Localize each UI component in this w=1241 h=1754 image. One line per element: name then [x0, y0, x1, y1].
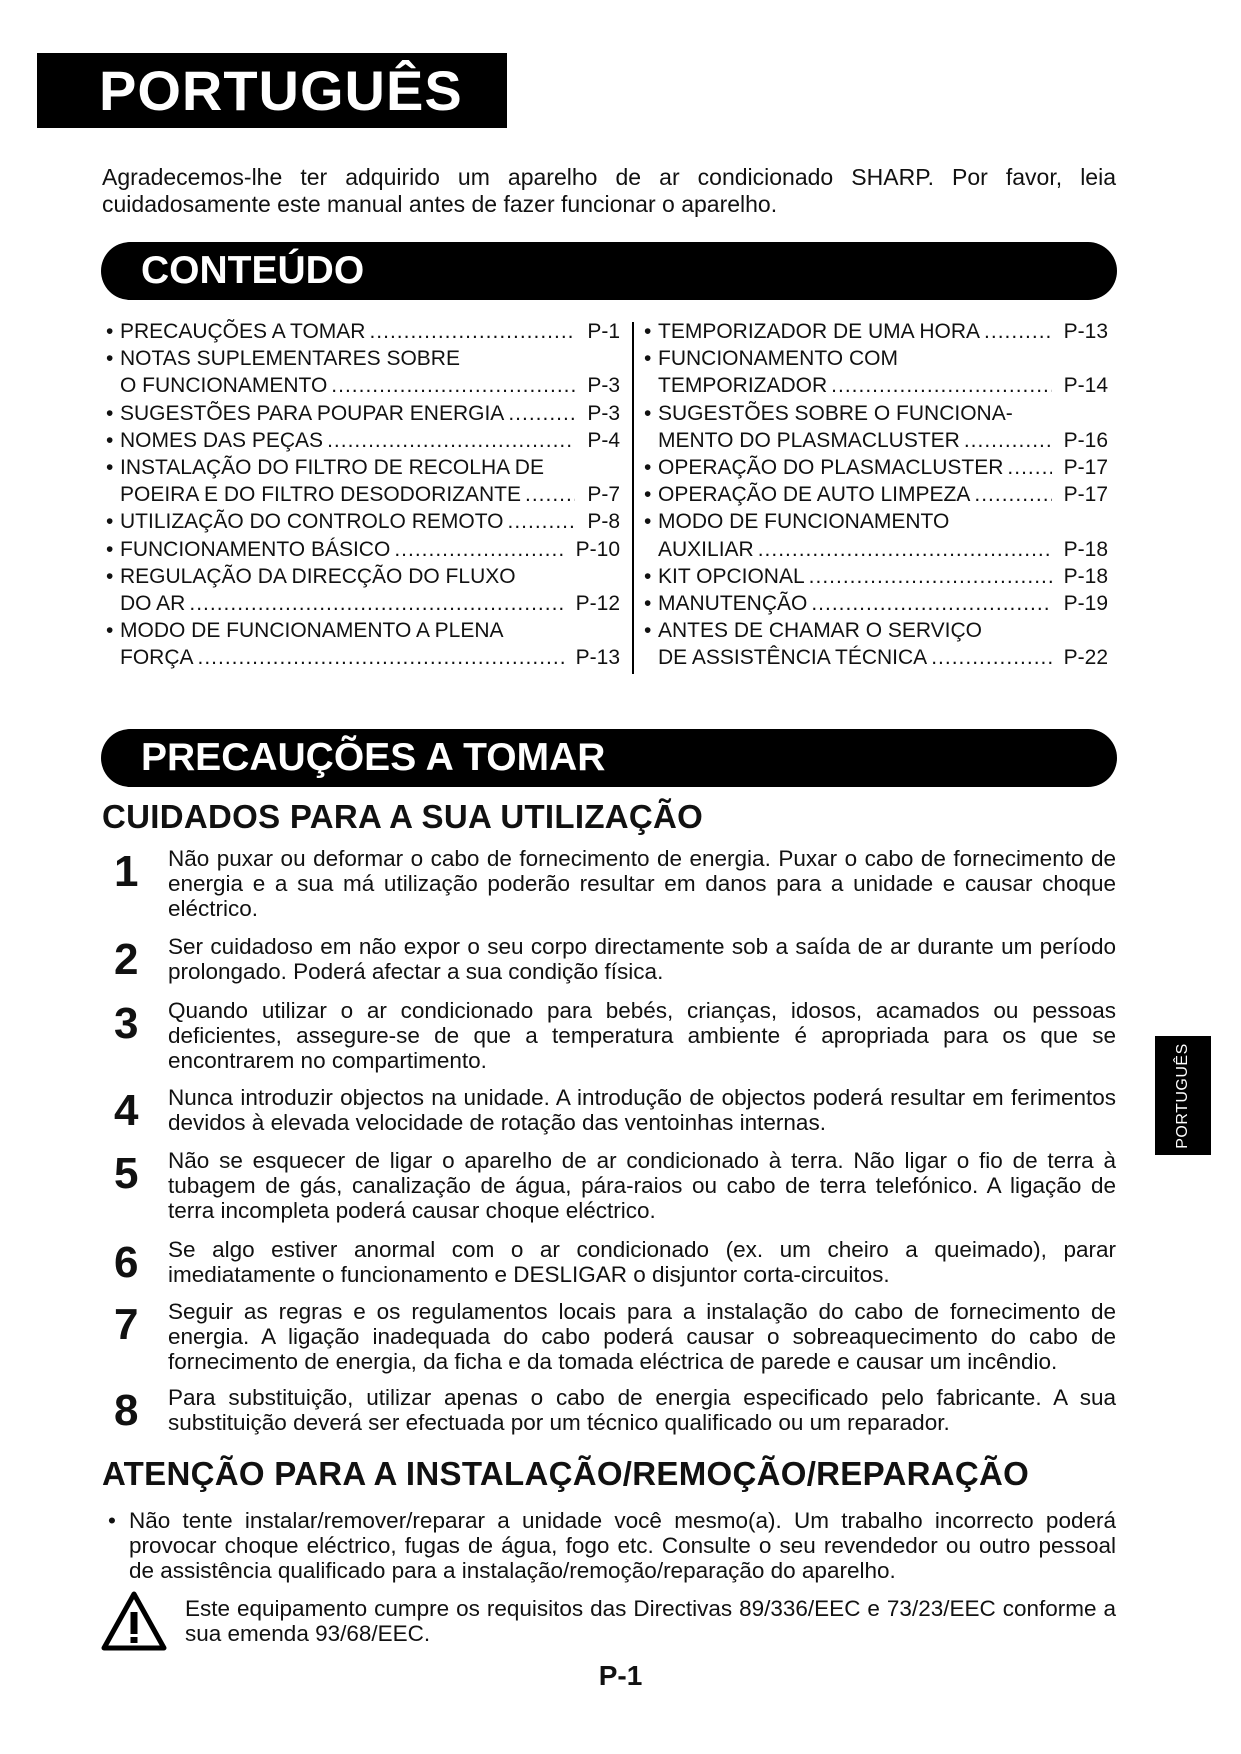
toc-leader-dots — [931, 644, 1051, 671]
toc-item — [644, 481, 1108, 508]
contents-divider — [632, 322, 634, 674]
installation-heading: ATENÇÃO PARA A INSTALAÇÃO/REMOÇÃO/REPARAÇÃO — [102, 1455, 1030, 1492]
bullet: • — [106, 320, 114, 343]
toc-item-label: MODO DE FUNCIONAMENTO A PLENA — [120, 619, 504, 643]
item-number: 4 — [114, 1086, 139, 1135]
toc-page-number: P-13 — [1063, 320, 1108, 343]
toc-leader-dots — [811, 590, 1051, 617]
toc-item — [106, 536, 620, 563]
precaution-item — [102, 998, 1116, 1073]
toc-item-label: OPERAÇÃO DE AUTO LIMPEZA — [658, 483, 971, 507]
toc-item-label: MANUTENÇÃO — [658, 592, 808, 616]
item-text: Se algo estiver anormal com o ar condicionado (ex. um cheiro a queimado), parar imediatamente o funcionamento e DESLIGAR o disjuntor corta-circuitos. — [168, 1237, 1116, 1287]
item-text: Não puxar ou deformar o cabo de fornecimento de energia. Puxar o cabo de fornecimento de energia e a sua má utilização poderão resultar em danos para a unidade e causar choque eléctrico. — [168, 846, 1116, 921]
precaution-item — [102, 1148, 1116, 1223]
toc-leader-dots — [369, 318, 575, 345]
toc-page-number: P-13 — [575, 646, 620, 670]
toc-item — [106, 563, 620, 617]
toc-item — [644, 590, 1108, 617]
toc-page-number: P-19 — [1063, 592, 1108, 616]
precautions-heading: PRECAUÇÕES A TOMAR — [101, 729, 1117, 787]
toc-page-number: P-16 — [1063, 428, 1108, 452]
toc-page-number: P-22 — [1063, 646, 1108, 670]
toc-item-label: NOMES DAS PEÇAS — [120, 428, 324, 452]
precaution-item — [102, 1237, 1116, 1287]
toc-item — [106, 427, 620, 454]
toc-item-label: DE ASSISTÊNCIA TÉCNICA — [658, 646, 928, 670]
precaution-item — [102, 1085, 1116, 1135]
toc-item-label: TEMPORIZADOR — [658, 374, 828, 398]
bullet: • — [644, 510, 652, 534]
language-banner: PORTUGUÊS — [37, 53, 507, 128]
bullet: • — [106, 347, 114, 371]
precaution-item — [102, 1299, 1116, 1374]
toc-item-label: FORÇA — [120, 646, 194, 670]
toc-page-number: P-17 — [1063, 456, 1108, 480]
item-number: 3 — [114, 999, 139, 1048]
precaution-item — [102, 846, 1116, 921]
toc-leader-dots — [189, 590, 563, 617]
toc-item — [644, 617, 1108, 671]
contents-right-column — [644, 318, 1108, 672]
toc-leader-dots — [964, 427, 1052, 454]
toc-leader-dots — [394, 536, 563, 563]
bullet: • — [106, 537, 114, 561]
language-side-tab — [1155, 1036, 1211, 1155]
bullet: • — [106, 619, 114, 643]
toc-item — [106, 345, 620, 399]
toc-leader-dots — [331, 372, 575, 399]
toc-item-label: NOTAS SUPLEMENTARES SOBRE — [120, 347, 460, 371]
toc-item — [644, 508, 1108, 562]
toc-item-label: FUNCIONAMENTO COM — [658, 347, 898, 371]
toc-page-number: P-1 — [587, 320, 620, 343]
toc-item — [106, 318, 620, 345]
directives-text: Este equipamento cumpre os requisitos das Directivas 89/336/EEC e 73/23/EEC conforme a sua emenda 93/68/EEC. — [185, 1596, 1116, 1646]
toc-item — [644, 454, 1108, 481]
contents-heading: CONTEÚDO — [101, 242, 1117, 300]
item-number: 7 — [114, 1300, 139, 1349]
usage-heading: CUIDADOS PARA A SUA UTILIZAÇÃO — [102, 798, 704, 835]
bullet: • — [644, 483, 652, 507]
toc-item-label: PRECAUÇÕES A TOMAR — [120, 320, 366, 343]
item-text: Ser cuidadoso em não expor o seu corpo directamente sob a saída de ar durante um período prolongado. Poderá afectar a sua condição física. — [168, 934, 1116, 984]
toc-page-number: P-3 — [587, 401, 620, 425]
side-tab-label: PORTUGUÊS — [1174, 1042, 1191, 1149]
toc-leader-dots — [525, 481, 575, 508]
toc-page-number: P-14 — [1063, 374, 1108, 398]
toc-item-label: POEIRA E DO FILTRO DESODORIZANTE — [120, 483, 521, 507]
bullet: • — [644, 456, 652, 480]
toc-leader-dots — [974, 481, 1051, 508]
toc-page-number: P-12 — [575, 592, 620, 616]
toc-item — [106, 617, 620, 671]
installation-caution — [108, 1508, 1116, 1583]
toc-item-label: SUGESTÕES PARA POUPAR ENERGIA — [120, 401, 505, 425]
warning-triangle-icon — [101, 1591, 167, 1651]
item-text: Para substituição, utilizar apenas o cabo de energia especificado pelo fabricante. A sua substituição deverá ser efectuada por um técnico qualificado ou um reparador. — [168, 1385, 1116, 1435]
toc-item — [644, 563, 1108, 590]
bullet: • — [644, 619, 652, 643]
toc-item — [644, 318, 1108, 345]
bullet: • — [106, 456, 114, 480]
toc-page-number: P-4 — [587, 428, 620, 452]
toc-item — [106, 508, 620, 535]
toc-item-label: O FUNCIONAMENTO — [120, 374, 328, 398]
precaution-item — [102, 1385, 1116, 1435]
toc-item-label: UTILIZAÇÃO DO CONTROLO REMOTO — [120, 510, 504, 534]
toc-leader-dots — [809, 563, 1052, 590]
toc-page-number: P-7 — [587, 483, 620, 507]
toc-leader-dots — [758, 536, 1052, 563]
item-text: Nunca introduzir objectos na unidade. A introdução de objectos poderá resultar em ferimentos devidos à elevada velocidade de rotação das ventoinhas internas. — [168, 1085, 1116, 1135]
toc-item — [644, 345, 1108, 399]
intro-text: Agradecemos-lhe ter adquirido um aparelho de ar condicionado SHARP. Por favor, leia cuidadosamente este manual antes de fazer funcionar o aparelho. — [102, 164, 1116, 217]
toc-item-label: FUNCIONAMENTO BÁSICO — [120, 537, 391, 561]
toc-leader-dots — [508, 400, 575, 427]
toc-leader-dots — [198, 644, 564, 671]
toc-page-number: P-10 — [575, 537, 620, 561]
bullet: • — [106, 428, 114, 452]
toc-item — [106, 400, 620, 427]
toc-item-label: ANTES DE CHAMAR O SERVIÇO — [658, 619, 983, 643]
toc-item-label: INSTALAÇÃO DO FILTRO DE RECOLHA DE — [120, 456, 544, 480]
toc-item-label: OPERAÇÃO DO PLASMACLUSTER — [658, 456, 1004, 480]
toc-page-number: P-3 — [587, 374, 620, 398]
toc-leader-dots — [831, 372, 1051, 399]
installation-caution-text: Não tente instalar/remover/reparar a unidade você mesmo(a). Um trabalho incorrecto poderá provocar choque eléctrico, fugas de água, fogo etc. Consulte o seu revendedor ou outro pessoal de assistência qualificado para a instalação/remoção/reparação do aparelho. — [129, 1508, 1116, 1583]
toc-item-label: MENTO DO PLASMACLUSTER — [658, 428, 960, 452]
toc-page-number: P-18 — [1063, 537, 1108, 561]
item-number: 5 — [114, 1149, 139, 1198]
toc-item-label: KIT OPCIONAL — [658, 564, 805, 588]
toc-page-number: P-17 — [1063, 483, 1108, 507]
item-text: Não se esquecer de ligar o aparelho de ar condicionado à terra. Não ligar o fio de terra à tubagem de gás, canalização de água, pára-raios ou cabo de terra telefónico. A ligação de terra incompleta poderá causar choque eléctrico. — [168, 1148, 1116, 1223]
toc-item-label: REGULAÇÃO DA DIRECÇÃO DO FLUXO — [120, 564, 516, 588]
item-number: 8 — [114, 1386, 139, 1435]
toc-leader-dots — [507, 508, 575, 535]
contents-left-column — [106, 318, 620, 672]
bullet: • — [644, 347, 652, 371]
toc-item-label: SUGESTÕES SOBRE O FUNCIONA- — [658, 401, 1013, 425]
bullet: • — [644, 320, 652, 343]
toc-item-label: AUXILIAR — [658, 537, 754, 561]
bullet: • — [644, 401, 652, 425]
toc-item-label: MODO DE FUNCIONAMENTO — [658, 510, 950, 534]
item-number: 1 — [114, 847, 139, 896]
toc-item-label: TEMPORIZADOR DE UMA HORA — [658, 320, 981, 343]
toc-leader-dots — [327, 427, 575, 454]
toc-page-number: P-8 — [587, 510, 620, 534]
bullet: • — [108, 1508, 116, 1533]
item-text: Seguir as regras e os regulamentos locais para a instalação do cabo de fornecimento de energia. A ligação inadequada do cabo poderá causar o sobreaquecimento do cabo de fornecimento de energia, da ficha e da tomada eléctrica de parede e causar um incêndio. — [168, 1299, 1116, 1374]
item-number: 2 — [114, 935, 139, 984]
bullet: • — [644, 592, 652, 616]
toc-leader-dots — [984, 318, 1052, 345]
toc-item-label: DO AR — [120, 592, 186, 616]
toc-page-number: P-18 — [1063, 564, 1108, 588]
precaution-item — [102, 934, 1116, 984]
page-number: P-1 — [598, 1660, 643, 1691]
item-text: Quando utilizar o ar condicionado para bebés, crianças, idosos, acamados ou pessoas deficientes, assegure-se de que a temperatura ambiente é apropriada para os que se encontrarem no compartimento. — [168, 998, 1116, 1073]
bullet: • — [644, 564, 652, 588]
item-number: 6 — [114, 1238, 139, 1287]
bullet: • — [106, 564, 114, 588]
toc-item — [106, 454, 620, 508]
toc-item — [644, 400, 1108, 454]
bullet: • — [106, 401, 114, 425]
toc-leader-dots — [1007, 454, 1051, 481]
bullet: • — [106, 510, 114, 534]
